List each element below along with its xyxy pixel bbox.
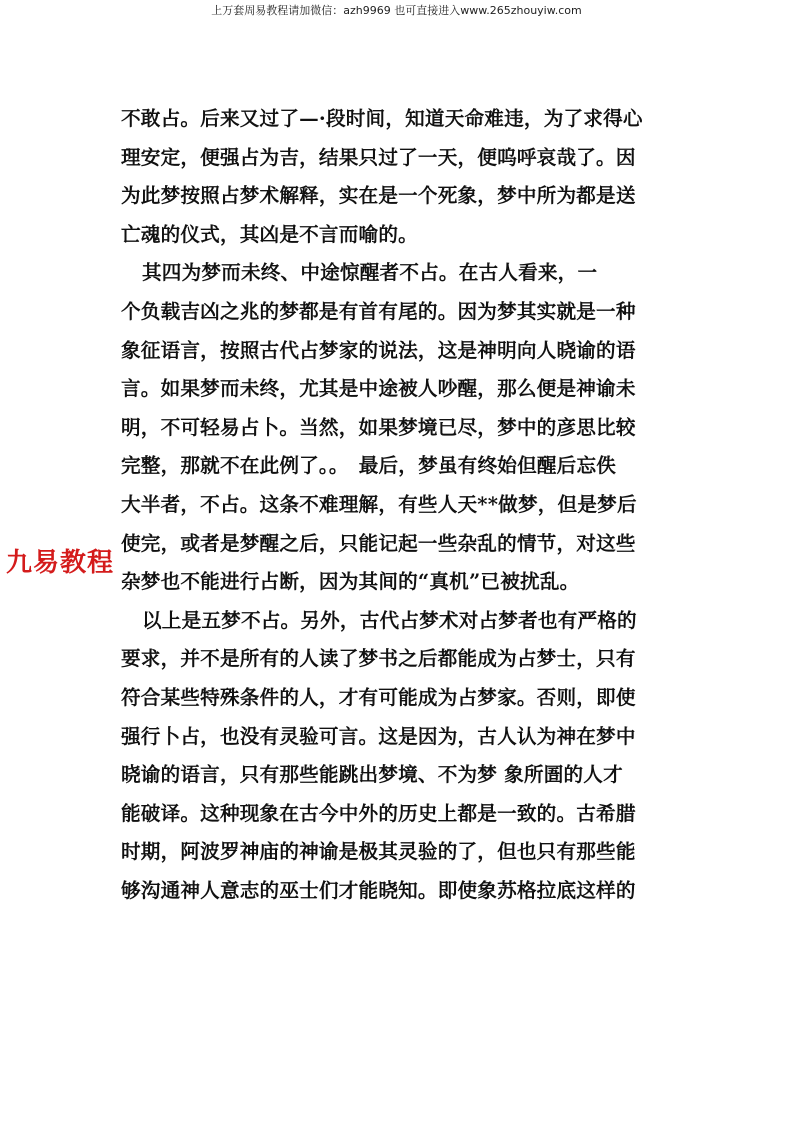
text-line: 强行卜占，也没有灵验可言。这是因为，古人认为神在梦中 [121,724,636,748]
text-line: 完整，那就不在此例了。。 最后，梦虽有终始但醒后忘佚 [121,454,617,478]
text-line: 杂梦也不能进行占断，因为其间的“真机”已被扰乱。 [121,570,580,594]
watermark-label: 九易教程 [6,548,115,578]
text-line: 够沟通神人意志的巫士们才能晓知。即使象苏格拉底这样的 [121,878,636,902]
text-line: 时期，阿波罗神庙的神谕是极其灵验的了，但也只有那些能 [121,840,636,864]
text-line: 明，不可轻易占卜。当然，如果梦境已尽，梦中的彦思比较 [121,415,636,439]
text-line: 大半者，不占。这条不难理解，有些人天**做梦，但是梦后 [121,492,637,516]
text-line: 能破译。这种现象在古今中外的历史上都是一致的。古希腊 [121,801,636,825]
text-line: 为此梦按照占梦术解释，实在是一个死象，梦中所为都是送 [121,184,636,208]
text-line: 晓谕的语言，只有那些能跳出梦境、不为梦 象所圄的人才 [121,763,623,787]
text-line: 要求，并不是所有的人读了梦书之后都能成为占梦士，只有 [121,647,636,671]
text-line: 象征语言，按照古代占梦家的说法，这是神明向人晓谕的语 [121,338,636,362]
document-body [121,100,681,910]
text-line: 亡魂的仪式，其凶是不言而喻的。 [121,222,418,246]
text-line: 理安定，便强占为吉，结果只过了一天，便呜呼哀哉了。因 [121,145,636,169]
text-line: 以上是五梦不占。另外，古代占梦术对占梦者也有严格的 [142,608,637,632]
text-line: 个负载吉凶之兆的梦都是有首有尾的。因为梦其实就是一种 [121,299,636,323]
text-line: 使完，或者是梦醒之后，只能记起一些杂乱的情节，对这些 [121,531,636,555]
text-line: 言。如果梦而未终，尤其是中途被人吵醒，那么便是神谕未 [121,377,636,401]
text-line: 不敢占。后来又过了—·段时间，知道天命难违，为了求得心 [121,107,643,130]
text-line: 其四为梦而未终、中途惊醒者不占。在古人看来，一 [142,261,598,285]
text-line: 符合某些特殊条件的人，才有可能成为占梦家。否则，即使 [121,685,636,709]
page-header: 上万套周易教程请加微信：azh9969 也可直接进入www.265zhouyiw.com [211,4,582,17]
